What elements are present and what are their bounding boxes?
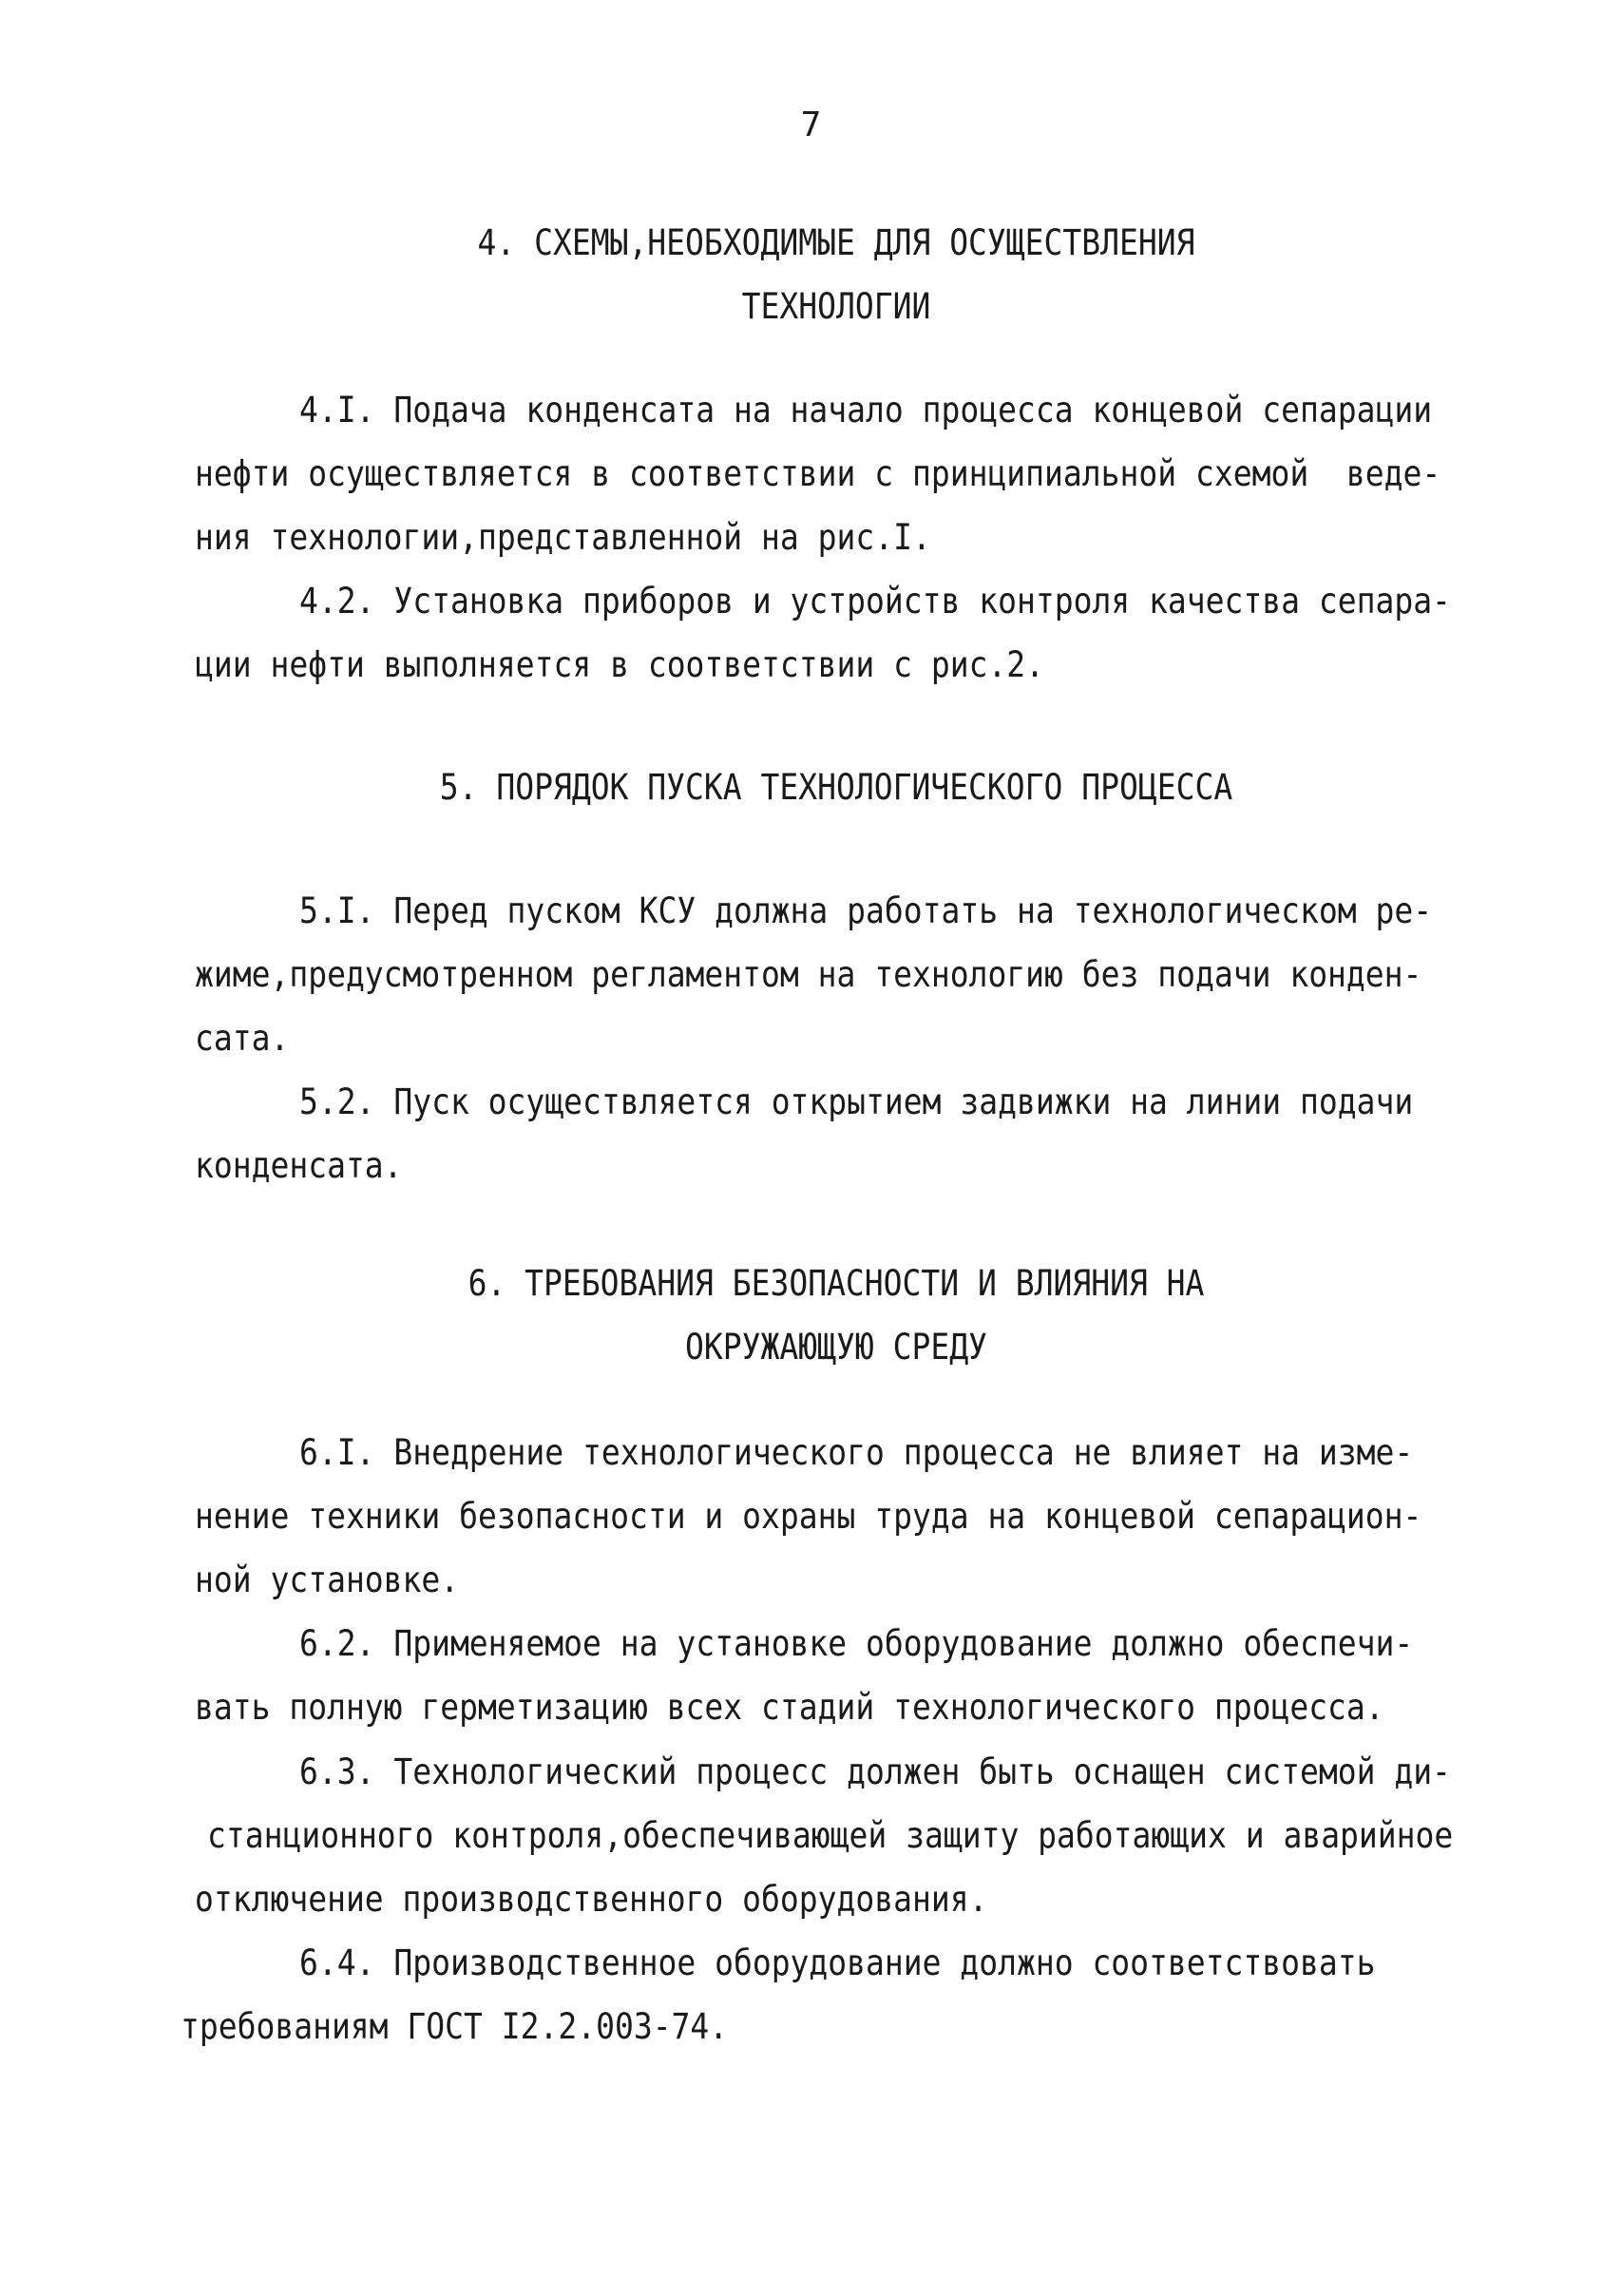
paragraph-5-1-line-1: 5.I. Перед пуском КСУ должна работать на технологическом ре- bbox=[299, 890, 1433, 932]
section-5-heading-line-1: 5. ПОРЯДОК ПУСКА ТЕХНОЛОГИЧЕСКОГО ПРОЦЕССА bbox=[439, 766, 1233, 808]
paragraph-4-1-line-2: нефти осуществляется в соответствии с принципиальной схемой веде- bbox=[195, 452, 1441, 495]
paragraph-5-2-line-2: конденсата. bbox=[195, 1144, 403, 1187]
section-4-heading bbox=[361, 211, 1311, 338]
section-6-heading-line-2: ОКРУЖАЮЩУЮ СРЕДУ bbox=[685, 1326, 987, 1368]
paragraph-5-2-line-1: 5.2. Пуск осуществляется открытием задвижки на линии подачи bbox=[299, 1081, 1414, 1123]
paragraph-5-1-line-2: жиме,предусмотренном регламентом на технологию без подачи конден- bbox=[195, 953, 1422, 996]
paragraph-6-2-line-2: вать полную герметизацию всех стадий технологического процесса. bbox=[195, 1686, 1384, 1729]
page-number: 7 bbox=[800, 105, 822, 144]
paragraph-6-1-line-1: 6.I. Внедрение технологического процесса не влияет на изме- bbox=[299, 1431, 1414, 1474]
section-4-heading-line-1: 4. СХЕМЫ,НЕОБХОДИМЫЕ ДЛЯ ОСУЩЕСТВЛЕНИЯ bbox=[477, 221, 1195, 263]
paragraph-6-1-line-3: ной установке. bbox=[195, 1559, 460, 1601]
paragraph-6-4-line-2: требованиям ГОСТ I2.2.003-74. bbox=[181, 2005, 729, 2048]
paragraph-4-2-line-2: ции нефти выполняется в соответствии с рис.2. bbox=[195, 643, 1045, 686]
paragraph-6-1-line-2: нение техники безопасности и охраны труда на концевой сепарацион- bbox=[195, 1495, 1422, 1538]
paragraph-6-4-line-1: 6.4. Производственное оборудование должно соответствовать bbox=[299, 1942, 1376, 1984]
section-6-heading bbox=[361, 1252, 1311, 1379]
paragraph-6-3-line-3: отключение производственного оборудования. bbox=[195, 1878, 988, 1921]
section-5-heading bbox=[361, 756, 1311, 819]
paragraph-5-1-line-3: сата. bbox=[195, 1017, 290, 1060]
paragraph-4-1-line-1: 4.I. Подача конденсата на начало процесса концевой сепарации bbox=[299, 389, 1433, 431]
section-6-heading-line-1: 6. ТРЕБОВАНИЯ БЕЗОПАСНОСТИ И ВЛИЯНИЯ НА bbox=[468, 1262, 1205, 1304]
paragraph-6-3-line-2: станционного контроля,обеспечивающей защиту работающих и аварийное bbox=[207, 1814, 1454, 1857]
paragraph-6-3-line-1: 6.3. Технологический процесс должен быть оснащен системой ди- bbox=[299, 1751, 1451, 1793]
section-4-heading-line-2: ТЕХНОЛОГИИ bbox=[741, 285, 931, 328]
paragraph-6-2-line-1: 6.2. Применяемое на установке оборудование должно обеспечи- bbox=[299, 1622, 1414, 1665]
paragraph-4-2-line-1: 4.2. Установка приборов и устройств контроля качества сепара- bbox=[299, 580, 1451, 622]
paragraph-4-1-line-3: ния технологии,представленной на рис.I. bbox=[195, 516, 931, 559]
